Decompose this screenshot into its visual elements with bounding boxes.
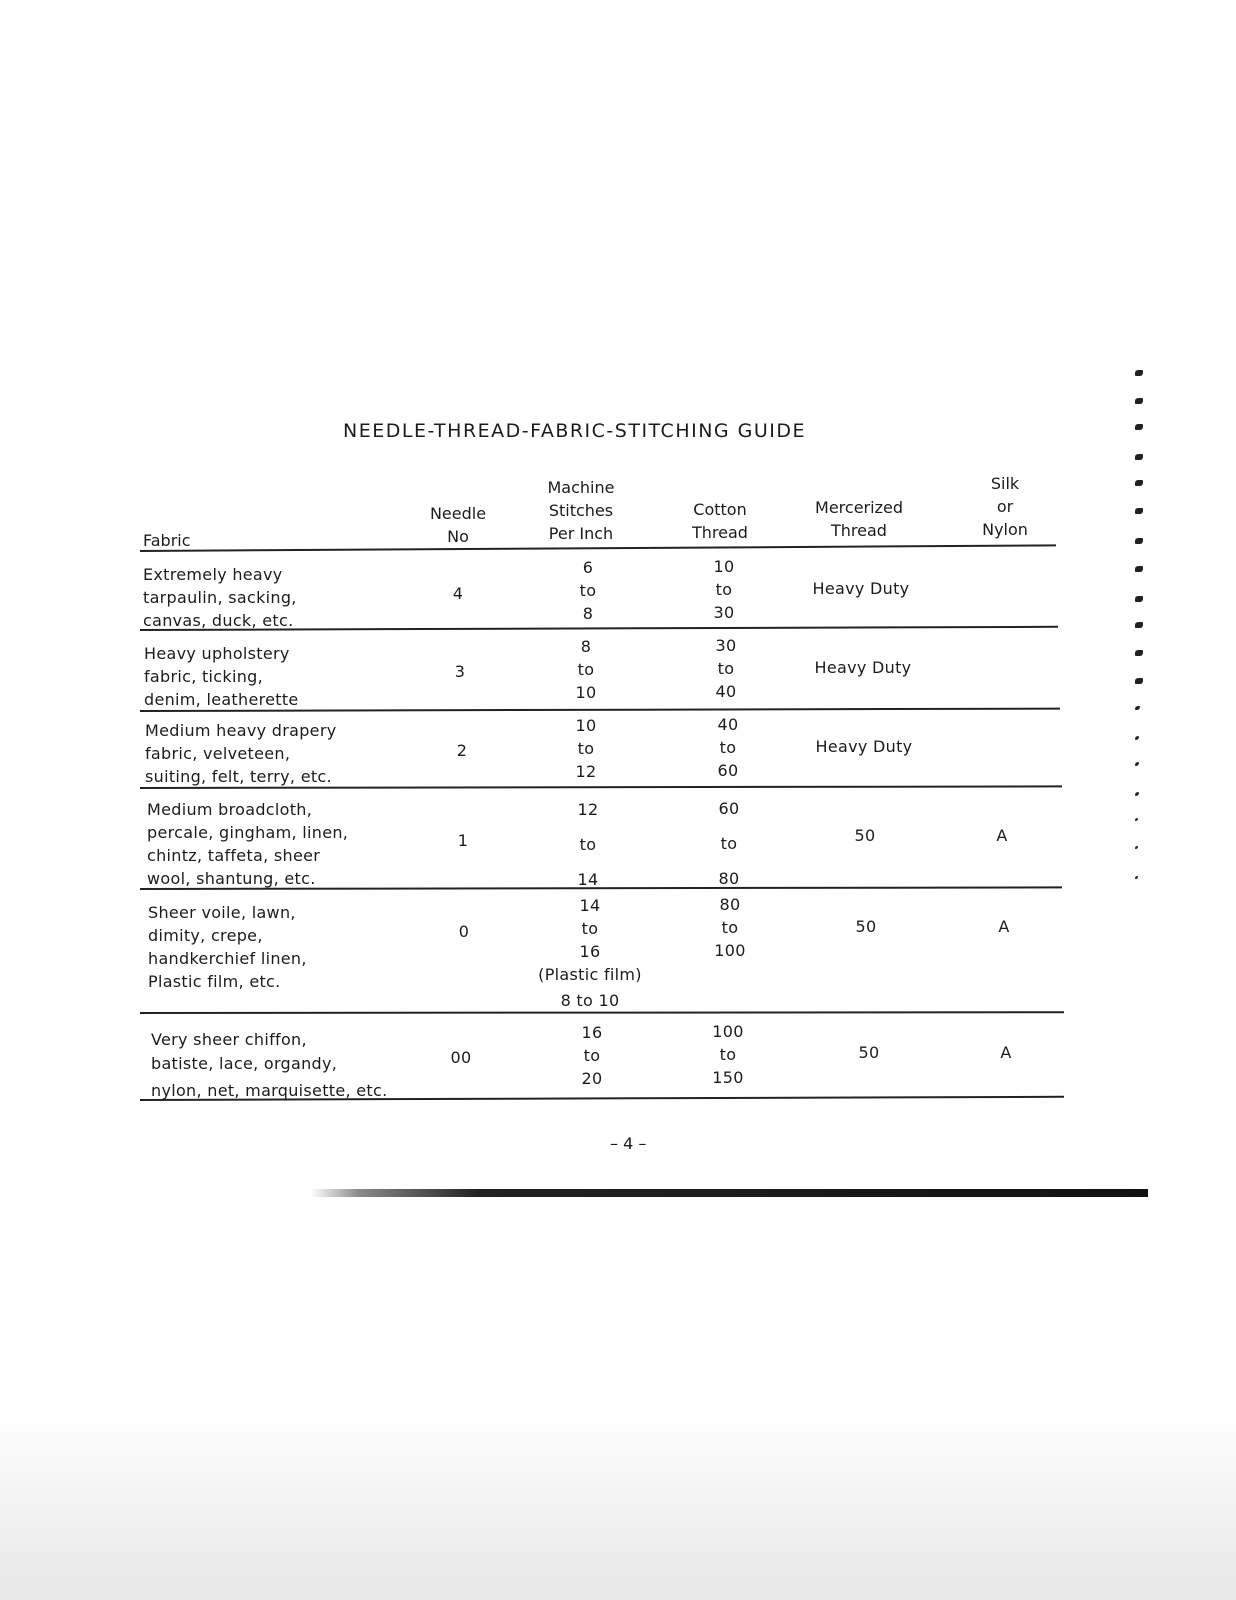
binding-mark bbox=[1135, 846, 1138, 849]
fabric-line: nylon, net, marquisette, etc. bbox=[151, 1081, 388, 1100]
binding-mark bbox=[1135, 818, 1138, 821]
page-title: NEEDLE-THREAD-FABRIC-STITCHING GUIDE bbox=[343, 420, 807, 442]
cotton-line: to bbox=[719, 1045, 737, 1064]
fabric-line: wool, shantung, etc. bbox=[147, 869, 316, 888]
needle-cell: 00 bbox=[450, 1048, 472, 1067]
stitches-line: 10 bbox=[575, 716, 597, 735]
binding-mark bbox=[1135, 508, 1143, 514]
stitches-line: 16 bbox=[581, 1023, 603, 1042]
header-cotton-line: Thread bbox=[692, 523, 748, 542]
mercerized-cell: 50 bbox=[855, 917, 877, 936]
stitches-line: (Plastic film) bbox=[538, 965, 642, 984]
binding-mark bbox=[1135, 538, 1143, 544]
needle-cell: 2 bbox=[456, 741, 468, 760]
cotton-line: 150 bbox=[712, 1068, 744, 1087]
fabric-cell bbox=[148, 901, 307, 993]
cotton-line: 80 bbox=[718, 869, 740, 888]
scan-noise bbox=[0, 1410, 1236, 1600]
stitches-line: 10 bbox=[575, 683, 597, 702]
silk-cell: A bbox=[1000, 1043, 1012, 1062]
stitches-line: to bbox=[577, 739, 595, 758]
cotton-line: 40 bbox=[717, 715, 739, 734]
needle-cell: 4 bbox=[452, 584, 464, 603]
cotton-cell bbox=[684, 555, 764, 624]
header-stitches-line: Per Inch bbox=[548, 524, 614, 543]
fabric-line: Heavy upholstery bbox=[144, 644, 290, 663]
stitches-line: to bbox=[581, 919, 599, 938]
stitches-cell bbox=[548, 792, 628, 897]
binding-mark bbox=[1135, 876, 1138, 879]
fabric-line: Extremely heavy bbox=[143, 565, 283, 584]
fabric-line: dimity, crepe, bbox=[148, 926, 263, 945]
header-needle bbox=[418, 502, 498, 548]
binding-mark bbox=[1135, 566, 1143, 572]
cotton-line: 100 bbox=[712, 1022, 744, 1041]
fabric-line: Plastic film, etc. bbox=[148, 972, 281, 991]
fabric-line: batiste, lace, organdy, bbox=[151, 1054, 338, 1073]
cotton-cell bbox=[689, 791, 769, 896]
stitches-cell bbox=[552, 1021, 632, 1090]
header-stitches bbox=[531, 476, 631, 545]
header-cotton bbox=[672, 498, 768, 544]
header-stitches-line: Stitches bbox=[548, 501, 614, 520]
stitches-cell bbox=[546, 714, 626, 783]
fabric-line: suiting, felt, terry, etc. bbox=[145, 767, 332, 786]
binding-mark bbox=[1135, 596, 1143, 602]
scan-edge-bar bbox=[310, 1189, 1148, 1197]
stitches-line: 20 bbox=[581, 1069, 603, 1088]
header-needle-line: Needle bbox=[429, 504, 487, 523]
fabric-line: Medium broadcloth, bbox=[147, 800, 313, 819]
stitches-line: 12 bbox=[575, 762, 597, 781]
header-stitches-line: Machine bbox=[547, 478, 615, 497]
header-mercerized-line: Mercerized bbox=[815, 498, 903, 517]
binding-mark bbox=[1135, 762, 1139, 766]
cotton-line: to bbox=[715, 580, 733, 599]
cotton-line: to bbox=[717, 659, 735, 678]
cotton-line: to bbox=[720, 834, 738, 853]
header-rule bbox=[140, 544, 1056, 552]
cotton-line: 60 bbox=[717, 761, 739, 780]
stitches-line: 8 bbox=[582, 604, 594, 623]
header-fabric-line: Fabric bbox=[143, 531, 191, 550]
header-silk-line: Silk bbox=[990, 474, 1020, 493]
fabric-cell bbox=[147, 798, 348, 890]
cotton-line: 80 bbox=[719, 895, 741, 914]
mercerized-cell: Heavy Duty bbox=[815, 737, 913, 756]
cotton-line: 40 bbox=[715, 682, 737, 701]
stitches-cell bbox=[548, 556, 628, 625]
fabric-line: Sheer voile, lawn, bbox=[148, 903, 296, 922]
cotton-cell bbox=[688, 713, 768, 782]
fabric-line: chintz, taffeta, sheer bbox=[147, 846, 321, 865]
cotton-line: 10 bbox=[713, 557, 735, 576]
cotton-line: 30 bbox=[715, 636, 737, 655]
binding-mark bbox=[1135, 678, 1143, 684]
fabric-line: Very sheer chiffon, bbox=[151, 1030, 307, 1049]
fabric-cell bbox=[144, 642, 299, 711]
fabric-line: Medium heavy drapery bbox=[145, 721, 337, 740]
stitches-line: 8 bbox=[580, 637, 592, 656]
binding-mark bbox=[1135, 622, 1143, 628]
stitches-cell bbox=[530, 894, 650, 1012]
stitches-line: to bbox=[579, 581, 597, 600]
binding-mark bbox=[1135, 736, 1139, 740]
stitches-line: to bbox=[579, 835, 597, 854]
cotton-line: to bbox=[721, 918, 739, 937]
header-silk bbox=[964, 472, 1046, 541]
mercerized-cell: Heavy Duty bbox=[812, 579, 910, 598]
fabric-line: percale, gingham, linen, bbox=[147, 823, 349, 842]
fabric-cell bbox=[143, 563, 297, 632]
cotton-line: 30 bbox=[713, 603, 735, 622]
needle-cell: 3 bbox=[454, 662, 466, 681]
stitches-line: 12 bbox=[577, 800, 599, 819]
fabric-line: fabric, velveteen, bbox=[145, 744, 291, 763]
fabric-line: canvas, duck, etc. bbox=[143, 611, 294, 630]
stitches-line: to bbox=[577, 660, 595, 679]
cotton-line: 60 bbox=[718, 799, 740, 818]
binding-mark bbox=[1135, 398, 1143, 404]
cotton-line: to bbox=[719, 738, 737, 757]
mercerized-cell: Heavy Duty bbox=[814, 658, 912, 677]
fabric-line: fabric, ticking, bbox=[144, 667, 263, 686]
cotton-cell bbox=[690, 893, 770, 962]
stitches-line: 6 bbox=[582, 558, 594, 577]
header-cotton-line: Cotton bbox=[693, 500, 747, 519]
fabric-cell bbox=[151, 1028, 387, 1103]
silk-cell: A bbox=[996, 826, 1008, 845]
fabric-line: tarpaulin, sacking, bbox=[143, 588, 297, 607]
needle-cell: 0 bbox=[458, 922, 470, 941]
stitches-line: 14 bbox=[577, 870, 599, 889]
needle-cell: 1 bbox=[457, 831, 469, 850]
stitches-line: 14 bbox=[579, 896, 601, 915]
binding-mark bbox=[1135, 370, 1143, 376]
cotton-cell bbox=[686, 634, 766, 703]
mercerized-cell: 50 bbox=[858, 1043, 880, 1062]
fabric-line: denim, leatherette bbox=[144, 690, 299, 709]
header-silk-line: or bbox=[996, 497, 1014, 516]
stitches-cell bbox=[546, 635, 626, 704]
cotton-cell bbox=[688, 1020, 768, 1089]
stitches-line: to bbox=[583, 1046, 601, 1065]
stitches-line: 8 to 10 bbox=[560, 991, 620, 1010]
fabric-line: handkerchief linen, bbox=[148, 949, 307, 968]
silk-cell: A bbox=[998, 917, 1010, 936]
fabric-cell bbox=[145, 719, 336, 788]
header-fabric bbox=[143, 529, 191, 552]
mercerized-cell: 50 bbox=[854, 826, 876, 845]
binding-mark bbox=[1135, 706, 1140, 710]
binding-mark bbox=[1135, 424, 1143, 430]
header-mercerized-line: Thread bbox=[831, 521, 887, 540]
binding-mark bbox=[1135, 454, 1143, 460]
cotton-line: 100 bbox=[714, 941, 746, 960]
binding-mark bbox=[1135, 650, 1143, 656]
page-number: – 4 – bbox=[610, 1134, 647, 1153]
stitches-line: 16 bbox=[579, 942, 601, 961]
header-needle-line: No bbox=[447, 527, 469, 546]
binding-mark bbox=[1135, 792, 1139, 796]
header-mercerized bbox=[799, 496, 919, 542]
binding-mark bbox=[1135, 480, 1143, 486]
header-silk-line: Nylon bbox=[982, 520, 1028, 539]
